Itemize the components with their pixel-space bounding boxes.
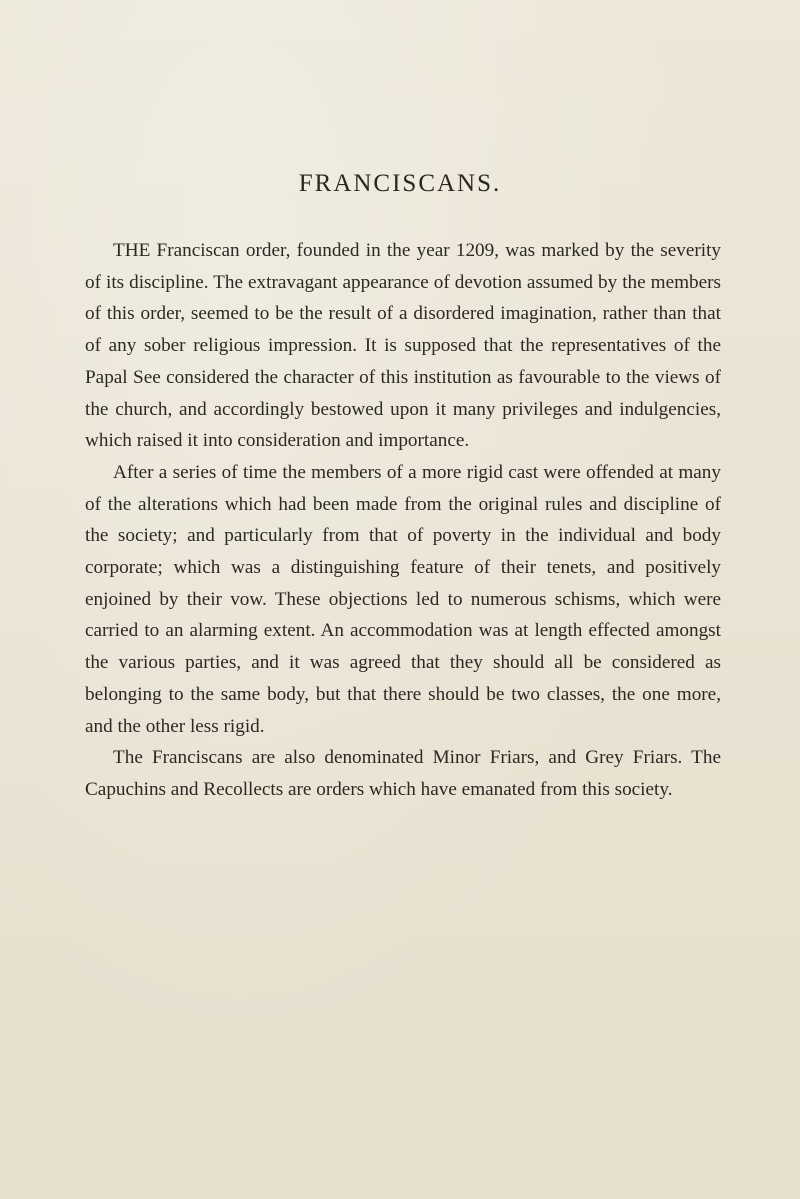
paragraph-1: THE Franciscan order, founded in the year 1209, was marked by the severity of its discipline. The extravagant appearance of devotion assumed by the members of this order, seemed to be the result of a disordered imagination, rather than that of any sober religious impression. It is supposed that the representatives of the Papal See considered the character of this institution as favourable to the views of the church, and accordingly bestowed upon it many privileges and indulgencies, which raised it into consideration and importance. xyxy=(85,240,721,452)
paragraph-3: The Franciscans are also denominated Minor Friars, and Grey Friars. The Capuchins and Recollects are orders which have emanated from this society. xyxy=(85,747,721,800)
paragraph-2: After a series of time the members of a more rigid cast were offended at many of the alterations which had been made from the original rules and discipline of the society; and particularly from that of poverty in the individual and body corporate; which was a distinguishing feature of their tenets, and positively enjoined by their vow. These objections led to numerous schisms, which were carried to an alarming extent. An accommodation was at length effected amongst the various parties, and it was agreed that they should all be considered as belonging to the same body, but that there should be two classes, the one more, and the other less rigid. xyxy=(85,461,721,737)
page-title: FRANCISCANS. xyxy=(298,170,502,197)
body-text xyxy=(85,235,721,806)
